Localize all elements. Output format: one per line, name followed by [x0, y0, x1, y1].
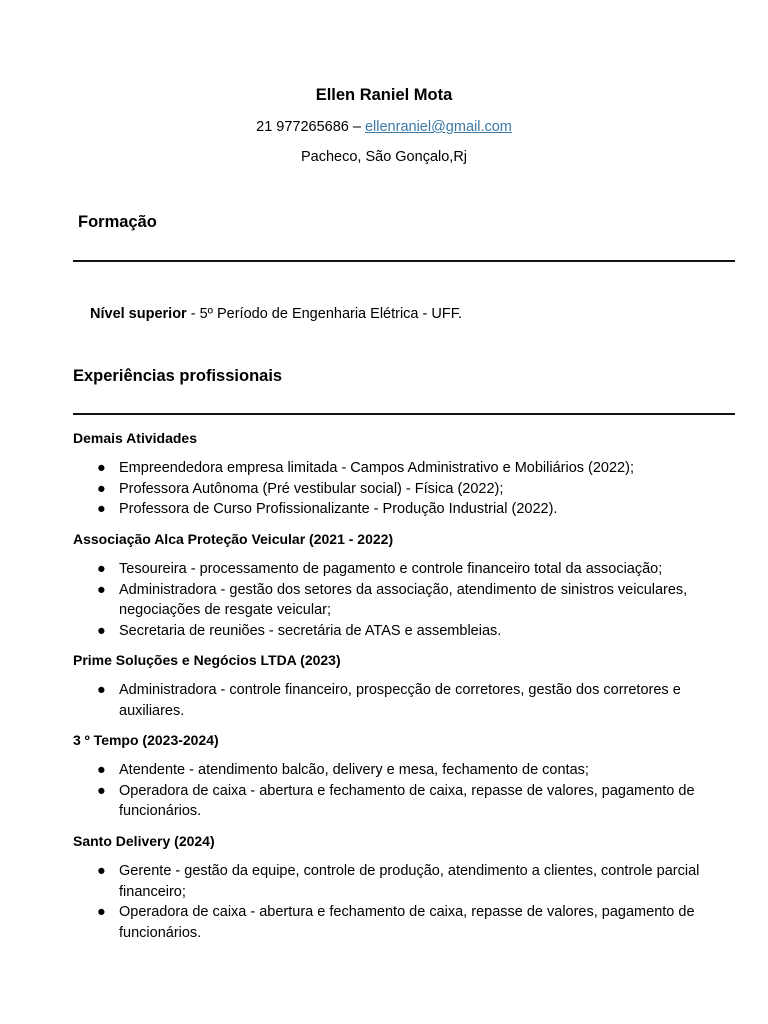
job-title: Prime Soluções e Negócios LTDA (2023) — [73, 652, 341, 668]
list-item-text: Professora de Curso Profissionalizante - Produção Industrial (2022). — [119, 501, 558, 517]
list-item — [73, 559, 743, 580]
resume-name: Ellen Raniel Mota — [315, 86, 453, 104]
job-bullet-list — [73, 861, 743, 943]
list-item-text: Tesoureira - processamento de pagamento e controle financeiro total da associação; — [119, 561, 663, 577]
list-item-text: Gerente - gestão da equipe, controle de produção, atendimento a clientes, controle parcial financeiro; — [119, 863, 700, 900]
list-item-text: Secretaria de reuniões - secretária de ATAS e assembleias. — [119, 622, 502, 639]
list-item-text: Operadora de caixa - abertura e fechamento de caixa, repasse de valores, pagamento de funcionários. — [119, 782, 695, 819]
job-bullet-list — [73, 559, 743, 641]
bullet-icon: ● — [97, 460, 106, 476]
list-item-text: Administradora - gestão dos setores da associação, atendimento de sinistros veiculares, negociações de resgate veicular; — [119, 581, 688, 618]
list-item — [73, 861, 743, 902]
contact-line — [0, 119, 768, 135]
job-title: 3 º Tempo (2023-2024) — [73, 732, 219, 748]
bullet-icon: ● — [97, 501, 106, 517]
phone-number: 21 977265686 – — [256, 119, 361, 135]
job-title: Associação Alca Proteção Veicular (2021 - 2022) — [73, 531, 394, 547]
bullet-icon: ● — [97, 561, 106, 577]
education-entry — [90, 306, 462, 322]
job-title: Santo Delivery (2024) — [73, 833, 215, 849]
bullet-icon: ● — [97, 480, 106, 497]
job-bullet-list — [73, 760, 743, 822]
list-item — [73, 479, 743, 500]
education-level-label: Nível superior — [90, 306, 187, 322]
list-item-text: Professora Autônoma (Pré vestibular social) - Física (2022); — [119, 480, 504, 497]
list-item-text: Atendente - atendimento balcão, delivery e mesa, fechamento de contas; — [119, 762, 589, 778]
education-level-text: - 5º Período de Engenharia Elétrica - UFF. — [186, 306, 462, 322]
section-divider — [73, 413, 735, 415]
list-item — [73, 902, 743, 943]
bullet-icon: ● — [97, 622, 106, 639]
list-item — [73, 781, 743, 822]
list-item — [73, 580, 743, 621]
job-bullet-list — [73, 680, 743, 721]
bullet-icon: ● — [97, 863, 106, 879]
bullet-icon: ● — [97, 904, 106, 920]
list-item — [73, 458, 743, 479]
section-divider — [73, 260, 735, 262]
job-title: Demais Atividades — [73, 430, 197, 446]
list-item-text: Operadora de caixa - abertura e fechamento de caixa, repasse de valores, pagamento de funcionários. — [119, 904, 695, 941]
email-link[interactable]: ellenraniel@gmail.com — [364, 119, 512, 135]
job-bullet-list — [73, 458, 743, 520]
bullet-icon: ● — [97, 682, 106, 698]
list-item — [73, 680, 743, 721]
list-item-text: Administradora - controle financeiro, prospecção de corretores, gestão dos corretores e auxiliares. — [119, 682, 681, 719]
bullet-icon: ● — [97, 762, 106, 778]
list-item-text: Empreendedora empresa limitada - Campos Administrativo e Mobiliários (2022); — [119, 460, 634, 476]
bullet-icon: ● — [97, 782, 106, 799]
list-item — [73, 499, 743, 520]
address: Pacheco, São Gonçalo,Rj — [300, 149, 468, 165]
education-heading: Formação — [78, 213, 157, 231]
list-item — [73, 621, 743, 642]
list-item — [73, 760, 743, 781]
experience-heading: Experiências profissionais — [73, 367, 283, 385]
bullet-icon: ● — [97, 581, 106, 598]
